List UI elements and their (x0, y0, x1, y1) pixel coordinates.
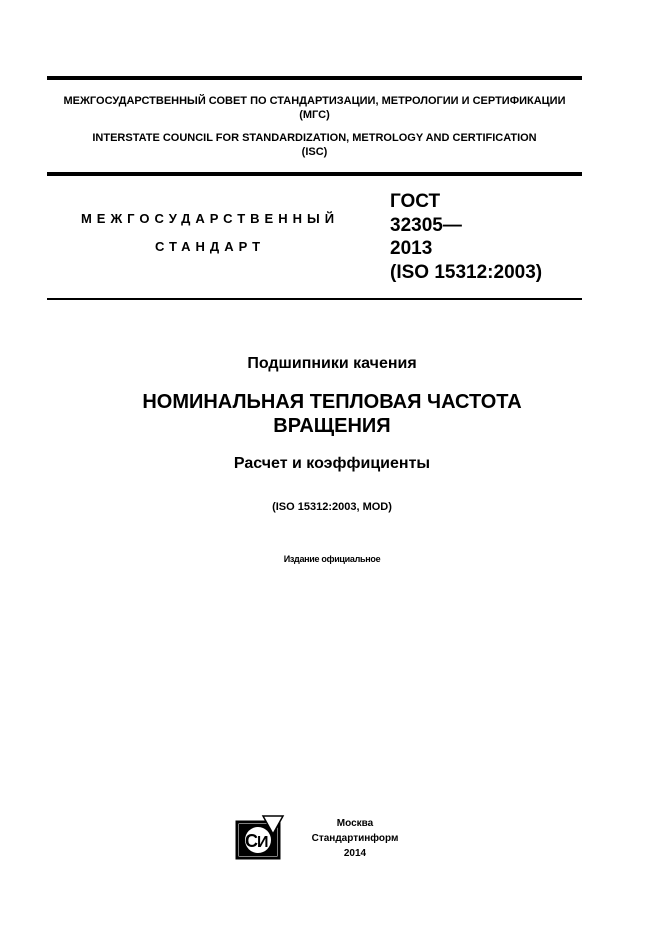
svg-text:И: И (257, 834, 269, 851)
title-subject: Подшипники качения (247, 355, 417, 372)
title-subtitle: Расчет и коэффициенты (233, 455, 431, 472)
svg-text:С: С (245, 831, 258, 851)
top-rule (47, 76, 582, 80)
gost-iso-ref: (ISO 15312:2003) (390, 261, 543, 283)
council-ru-abbr: (МГС) (299, 109, 330, 121)
council-en-abbr: (ISC) (301, 146, 328, 158)
publisher-year: 2014 (343, 848, 367, 859)
title-main-line1: НОМИНАЛЬНАЯ ТЕПЛОВАЯ ЧАСТОТА (142, 391, 522, 413)
designation-bottom-rule (47, 298, 582, 300)
council-en-name: INTERSTATE COUNCIL FOR STANDARDIZATION, METROLOGY AND CERTIFICATION (92, 132, 537, 144)
iso-mod-note: (ISO 15312:2003, MOD) (272, 501, 392, 513)
header-bottom-rule (47, 172, 582, 176)
title-main-line2: ВРАЩЕНИЯ (273, 415, 391, 437)
council-en (47, 131, 582, 159)
gost-number: 32305— (390, 214, 462, 236)
standard-label-line1: МЕЖГОСУДАРСТВЕННЫЙ (80, 211, 340, 226)
gost-designation (390, 190, 542, 284)
standard-label-line2: СТАНДАРТ (154, 239, 266, 254)
publisher-info (300, 816, 410, 861)
publisher-name: Стандартинформ (311, 833, 399, 844)
publisher-city: Москва (336, 818, 374, 829)
gost-year: 2013 (390, 238, 433, 259)
council-ru (47, 94, 582, 122)
edition-note: Издание официальное (283, 554, 381, 564)
gost-label: ГОСТ (390, 191, 441, 212)
council-ru-name: МЕЖГОСУДАРСТВЕННЫЙ СОВЕТ ПО СТАНДАРТИЗАЦИИ, МЕТРОЛОГИИ И СЕРТИФИКАЦИИ (63, 95, 566, 107)
title-main (47, 390, 617, 438)
standartinform-logo-icon (233, 814, 285, 860)
